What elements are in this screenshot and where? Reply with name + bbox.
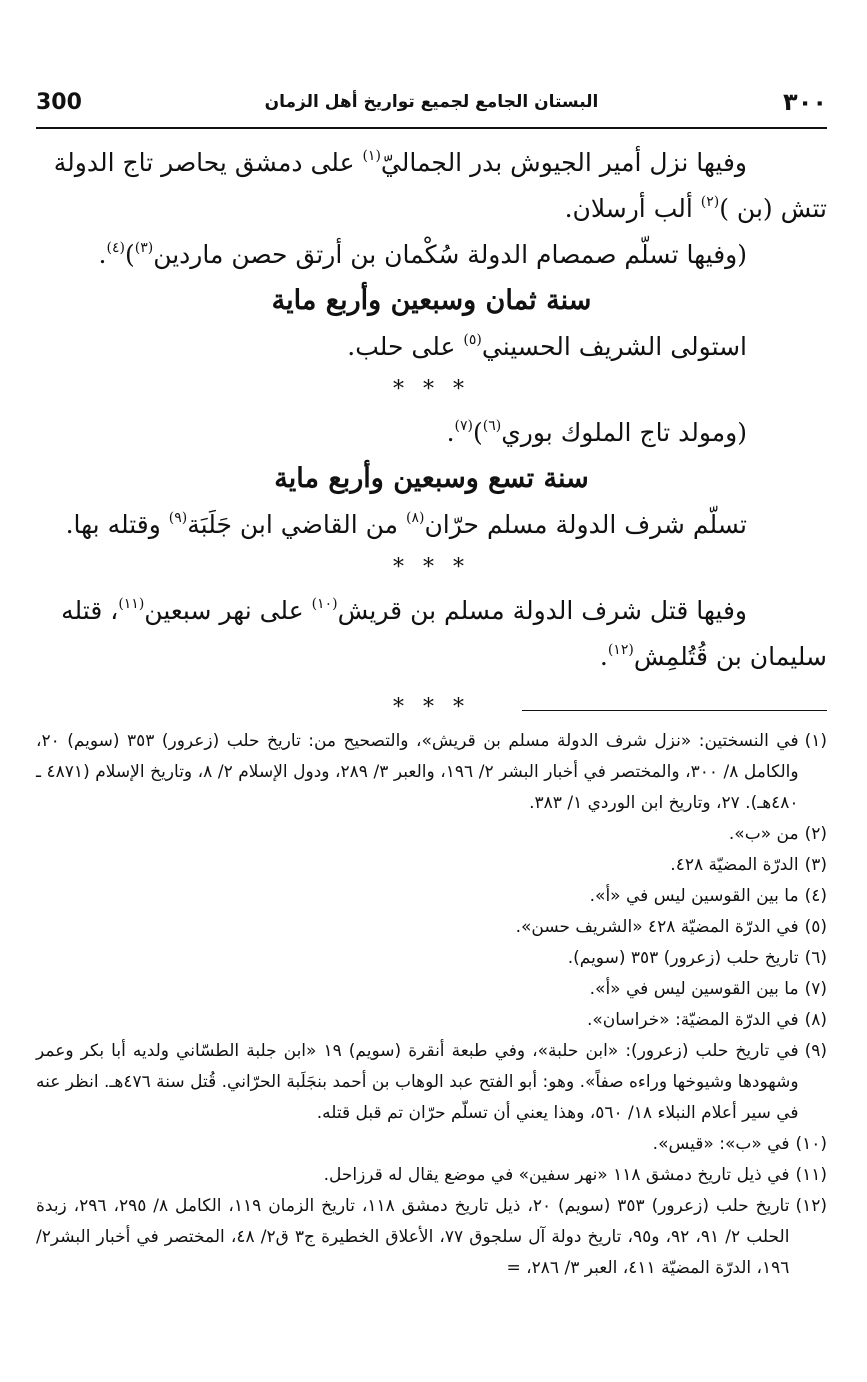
footnote-text: من «ب». — [728, 824, 799, 844]
footnote-text: تاريخ حلب (زعرور) ٣٥٣ (سويم) ٢٠، ذيل تاريخ دمشق ١١٨، تاريخ الزمان ١١٩، الكامل ٨/ ٢٩٥، ٢٩٦، زبدة الحلب ٢/ ٩١، ٩٢، و٩٥، تاريخ دولة آل سلجوق ٧٧، الأعلاق الخطيرة ج٣ ق٢/ ٤٨، المختصر في أخبار البشر٢/ ١٩٦، الدرّة المضيّة ٤١١، العبر ٣/ ٢٨٦، = — [36, 1196, 790, 1278]
text: وفيها نزل أمير الجيوش بدر الجماليّ — [380, 148, 747, 177]
text: ) — [473, 418, 483, 447]
paragraph-5 — [36, 502, 827, 548]
footnote-number: (١٠) — [795, 1134, 827, 1154]
year-heading-478: سنة ثمان وسبعين وأربع ماية — [271, 285, 592, 316]
footnote-ref: (١) — [362, 148, 381, 164]
footnote-ref: (٣) — [134, 240, 154, 256]
text: . — [446, 418, 455, 447]
section-divider: * * * — [393, 377, 470, 402]
footnote-number: (٢) — [804, 824, 827, 844]
running-title: البستان الجامع لجميع تواريخ أهل الزمان — [264, 92, 599, 112]
text: (ومولد تاج الملوك بوري — [501, 418, 747, 447]
text: (وفيها تسلّم صمصام الدولة سُكْمان بن أرتق حصن ماردين — [153, 240, 747, 269]
text: على حلب. — [347, 332, 464, 361]
footnote-ref: (٤) — [106, 240, 125, 256]
footnote-text: ما بين القوسين ليس في «أ». — [589, 979, 799, 999]
footnote-number: (٨) — [804, 1010, 827, 1030]
footnote-ref: (٨) — [405, 510, 425, 526]
paragraph-1 — [36, 140, 827, 232]
footnote-text: في تاريخ حلب (زعرور): «ابن حلبة»، وفي طبعة أنقرة (سويم) ١٩ «ابن جلبة الطسّاني ولديه أبا بكر وعمر وشهودها وشيوخها وراءه صفاً». وهو: أبو الفتح عبد الوهاب بن أحمد بنجَلَبة الحرّاني. قُتل سنة ٤٧٦هـ. انظر عنه في سير أعلام النبلاء ١٨/ ٥٦٠، وهذا يعني أن تسلّم حرّان تم قبل قتله. — [36, 1041, 799, 1123]
footnote-number: (٤) — [804, 886, 827, 906]
footnote — [36, 1005, 827, 1036]
footnote-ref: (٥) — [463, 332, 482, 348]
footnote-text: في النسختين: «نزل شرف الدولة مسلم بن قريش»، والتصحيح من: تاريخ حلب (زعرور) ٣٥٣ (سويم) ٢٠، والكامل ٨/ ٣٠٠، والمختصر في أخبار البشر ٢/ ١٩٦، والعبر ٣/ ٢٨٩، ودول الإسلام ٢/ ٨، وتاريخ الإسلام (٤٨٧١ ـ ٤٨٠هـ). ٢٧، وتاريخ ابن الوردي ١/ ٣٨٣. — [36, 731, 799, 813]
footnote-ref: (٩) — [168, 510, 188, 526]
footnote — [36, 1129, 827, 1160]
footnote-text: ما بين القوسين ليس في «أ». — [589, 886, 799, 906]
footnote — [36, 1160, 827, 1191]
footnote — [36, 850, 827, 881]
footnote — [36, 943, 827, 974]
footnote-number: (٦) — [804, 948, 827, 968]
footnotes — [36, 726, 827, 1284]
section-divider: * * * — [393, 695, 470, 720]
footnote-text: في «ب»: «قيس». — [652, 1134, 790, 1154]
text: . — [98, 240, 107, 269]
footnote-number: (٩) — [804, 1041, 827, 1061]
paragraph-3 — [36, 324, 827, 370]
text: استولى الشريف الحسيني — [481, 332, 747, 361]
footnote-number: (٧) — [804, 979, 827, 999]
text: من القاضي ابن جَلَبَة — [187, 510, 406, 539]
footnote — [36, 912, 827, 943]
page-number-arabic: ٣٠٠ — [783, 88, 827, 116]
footnote-ref: (٧) — [454, 418, 473, 434]
footnote-text: في ذيل تاريخ دمشق ١١٨ «نهر سفين» في موضع يقال له قرزاحل. — [323, 1165, 790, 1185]
footnote-ref: (١٢) — [607, 642, 634, 658]
footnote-number: (١١) — [795, 1165, 827, 1185]
footnote-number: (٣) — [804, 855, 827, 875]
footnote-text: تاريخ حلب (زعرور) ٣٥٣ (سويم). — [567, 948, 799, 968]
footnote — [36, 1036, 827, 1129]
text: على دمشق يحاصر تاج الدولة تتش (بن ) — [53, 148, 827, 223]
text: ، قتله سليمان بن قُتُلمِش — [61, 596, 827, 671]
footnote — [36, 1191, 827, 1284]
footnote-rule — [522, 710, 827, 711]
footnote-number: (٥) — [804, 917, 827, 937]
paragraph-4 — [36, 410, 827, 456]
header-rule — [36, 127, 827, 129]
footnote — [36, 881, 827, 912]
page-number-latin: 300 — [36, 90, 82, 115]
paragraph-2 — [36, 232, 827, 278]
text: وفيها قتل شرف الدولة مسلم بن قريش — [337, 596, 747, 625]
footnote-ref: (١٠) — [311, 596, 338, 612]
footnote-ref: (٢) — [700, 194, 720, 210]
text: ألب أرسلان. — [564, 194, 701, 223]
footnote — [36, 974, 827, 1005]
footnote-ref: (١١) — [118, 596, 145, 612]
text: تسلّم شرف الدولة مسلم حرّان — [424, 510, 747, 539]
footnote-text: في الدرّة المضيّة ٤٢٨ «الشريف حسن». — [515, 917, 799, 937]
main-text — [36, 140, 827, 728]
footnote — [36, 819, 827, 850]
footnote-text: الدرّة المضيّة ٤٢٨. — [670, 855, 799, 875]
footnote-number: (١٢) — [795, 1196, 827, 1216]
text: على نهر سبعين — [144, 596, 312, 625]
paragraph-6 — [36, 588, 827, 680]
page-header — [36, 88, 827, 124]
text: ) — [124, 240, 135, 269]
footnote-text: في الدرّة المضيّة: «خراسان». — [586, 1010, 799, 1030]
text: . — [599, 642, 608, 671]
year-heading-479: سنة تسع وسبعين وأربع ماية — [274, 463, 589, 494]
text: وقتله بها. — [65, 510, 169, 539]
footnote-ref: (٦) — [482, 418, 502, 434]
section-divider: * * * — [393, 555, 470, 580]
footnote — [36, 726, 827, 819]
footnote-number: (١) — [804, 731, 827, 751]
